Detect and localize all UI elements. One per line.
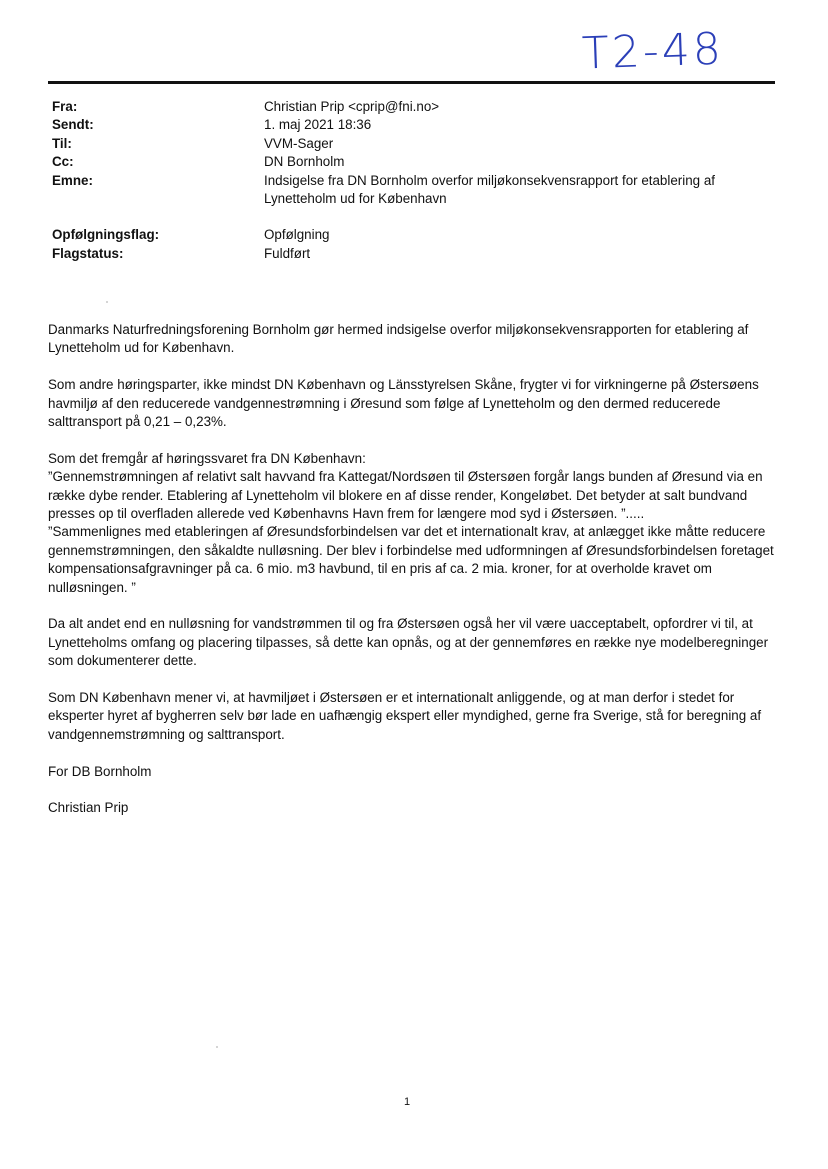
header-label-to: Til: [52, 135, 72, 151]
signature-line-name: Christian Prip [48, 800, 129, 816]
header-value-flag-status: Fuldført [264, 245, 311, 261]
scan-speck [216, 1046, 218, 1048]
header-value-sent: 1. maj 2021 18:36 [264, 117, 372, 133]
header-row-from [52, 98, 772, 116]
header-label-cc: Cc: [52, 154, 74, 170]
body-paragraph-concern: Som andre høringsparter, ikke mindst DN København og Länsstyrelsen Skåne, frygter vi for virkningerne på Østersøens havmiljø af den reducerede vandgennestrømning i Øresund som følge af Lynetteholm og den dermed reducerede salttransport på 0,21 – 0,23%. [48, 377, 759, 430]
handwritten-stamp: T2-48 [581, 23, 725, 80]
header-label-followup-flag: Opfølgningsflag: [52, 227, 160, 243]
body-paragraph-objection: Danmarks Naturfredningsforening Bornholm gør hermed indsigelse overfor miljøkonsekvensrapporten for etablering af Lynetteholm ud for København. [48, 322, 749, 356]
header-row-subject [52, 172, 772, 209]
body-paragraph-expert: Som DN København mener vi, at havmiljøet i Østersøen er et internationalt anliggende, og at man derfor i stedet for eksperter hyret af bygherren selv bør lade en uafhængig ekspert eller myndighed, gerne fra Sverige, stå for beregning af vandgennemstrømning og salttransport. [48, 690, 762, 742]
header-label-subject: Emne: [52, 172, 93, 188]
header-row-sent [52, 116, 772, 134]
header-value-from: Christian Prip <cprip@fni.no> [264, 99, 440, 114]
header-label-sent: Sendt: [52, 117, 94, 133]
body-paragraph-quote-2: ”Sammenlignes med etableringen af Øresundsforbindelsen var det et internationalt krav, at anlægget ikke måtte reducere gennemstrømningen, den såkaldte nulløsning. Der blev i forbindelse med udformningen af Øresundsforbindelsen foretaget kompensationsafgravninger på ca. 6 mio. m3 havbund, til en pris af ca. 2 mia. kroner, for at overholde kravet om nulløsningen. ” [48, 524, 774, 595]
header-row-flag-status [52, 245, 772, 263]
body-paragraph-quote-1: ”Gennemstrømningen af relativt salt havvand fra Kattegat/Nordsøen til Østersøen forgår langs bunden af Øresund via en række dybe render. Etablering af Lynetteholm vil blokere en af disse render, Kongeløbet. Det betyder at salt bundvand presses op til overfladen allerede ved Københavns Havn frem for længere mod syd i Østersøen. ”..... [48, 469, 763, 522]
scan-speck [106, 301, 108, 303]
email-header [52, 98, 772, 263]
header-label-flag-status: Flagstatus: [52, 245, 124, 261]
signature-line-org: For DB Bornholm [48, 763, 152, 779]
header-value-subject: Indsigelse fra DN Bornholm overfor miljøkonsekvensrapport for etablering af Lynetteholm ud for København [264, 172, 716, 207]
page-number: 1 [403, 1096, 411, 1108]
body-paragraph-quote-intro: Som det fremgår af høringssvaret fra DN København: [48, 450, 366, 466]
header-row-cc [52, 153, 772, 171]
header-row-followup-flag [52, 226, 772, 244]
email-body [48, 321, 774, 836]
header-row-to [52, 135, 772, 153]
header-value-followup-flag: Opfølgning [264, 227, 330, 243]
header-value-to: VVM-Sager [264, 135, 334, 151]
header-value-cc: DN Bornholm [264, 154, 345, 170]
header-label-from: Fra: [52, 99, 78, 114]
body-paragraph-request: Da alt andet end en nulløsning for vandstrømmen til og fra Østersøen også her vil være uacceptabelt, opfordrer vi til, at Lynetteholms omfang og placering tilpasses, så dette kan opnås, og at der gennemføres en række nye modelberegninger som dokumenterer dette. [48, 616, 769, 669]
header-divider [48, 81, 775, 84]
